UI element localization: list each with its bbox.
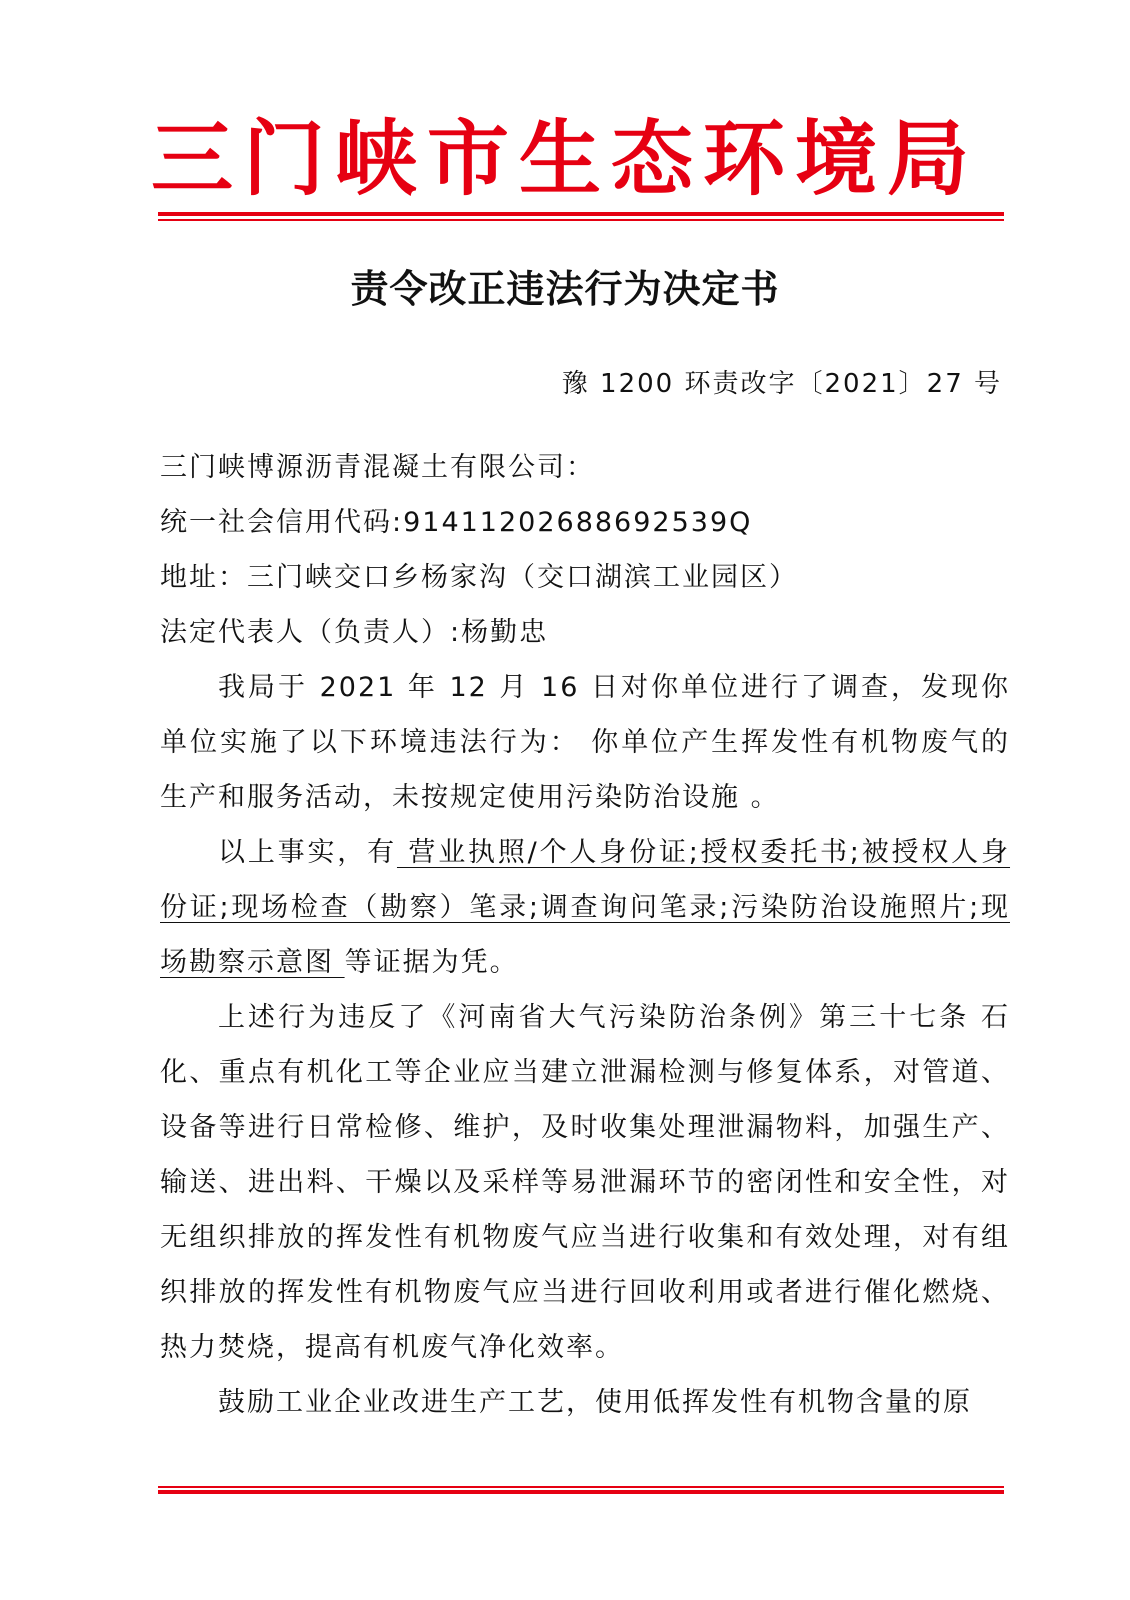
investigation-paragraph: 我局于 2021 年 12 月 16 日对你单位进行了调查，发现你单位实施了以下环境违法行为： 你单位产生挥发性有机物废气的生产和服务活动，未按规定使用污染防治设施 。 bbox=[160, 672, 1010, 813]
evidence-prefix: 以上事实，有 bbox=[218, 837, 397, 868]
recipient-credit-code: 统一社会信用代码:91411202688692539Q bbox=[160, 507, 753, 538]
encouragement-paragraph: 鼓励工业企业改进生产工艺，使用低挥发性有机物含量的原 bbox=[218, 1387, 972, 1418]
recipient-address: 地址：三门峡交口乡杨家沟（交口湖滨工业园区） bbox=[160, 562, 798, 593]
evidence-suffix: 等证据为凭。 bbox=[344, 947, 519, 978]
recipient-legal-rep: 法定代表人（负责人）:杨勤忠 bbox=[160, 617, 549, 648]
header-divider-thick bbox=[158, 212, 1004, 216]
document-title: 责令改正违法行为决定书 bbox=[350, 266, 780, 311]
evidence-paragraph bbox=[160, 825, 1010, 990]
header-divider-thin bbox=[158, 219, 1004, 221]
agency-name-header: 三门峡市生态环境局 bbox=[150, 111, 979, 207]
recipient-company: 三门峡博源沥青混凝土有限公司： bbox=[160, 452, 595, 483]
regulation-paragraph: 上述行为违反了《河南省大气污染防治条例》第三十七条 石化、重点有机化工等企业应当建立泄漏检测与修复体系，对管道、设备等进行日常检修、维护，及时收集处理泄漏物料，加强生产、输送、进出料、干燥以及采样等易泄漏环节的密闭性和安全性，对无组织排放的挥发性有机物废气应当进行收集和有效处理，对有组织排放的挥发性有机物废气应当进行回收利用或者进行催化燃烧、热力焚烧，提高有机废气净化效率。 bbox=[160, 1002, 1010, 1363]
document-body bbox=[160, 440, 1010, 1430]
footer-divider-thick bbox=[158, 1490, 1004, 1494]
footer-divider-thin bbox=[158, 1486, 1004, 1488]
evidence-list: 营业执照/个人身份证;授权委托书;被授权人身份证;现场检查（勘察）笔录;调查询问笔录;污染防治设施照片;现场勘察示意图 bbox=[160, 837, 1011, 978]
document-number: 豫 1200 环责改字〔2021〕27 号 bbox=[561, 369, 1002, 399]
